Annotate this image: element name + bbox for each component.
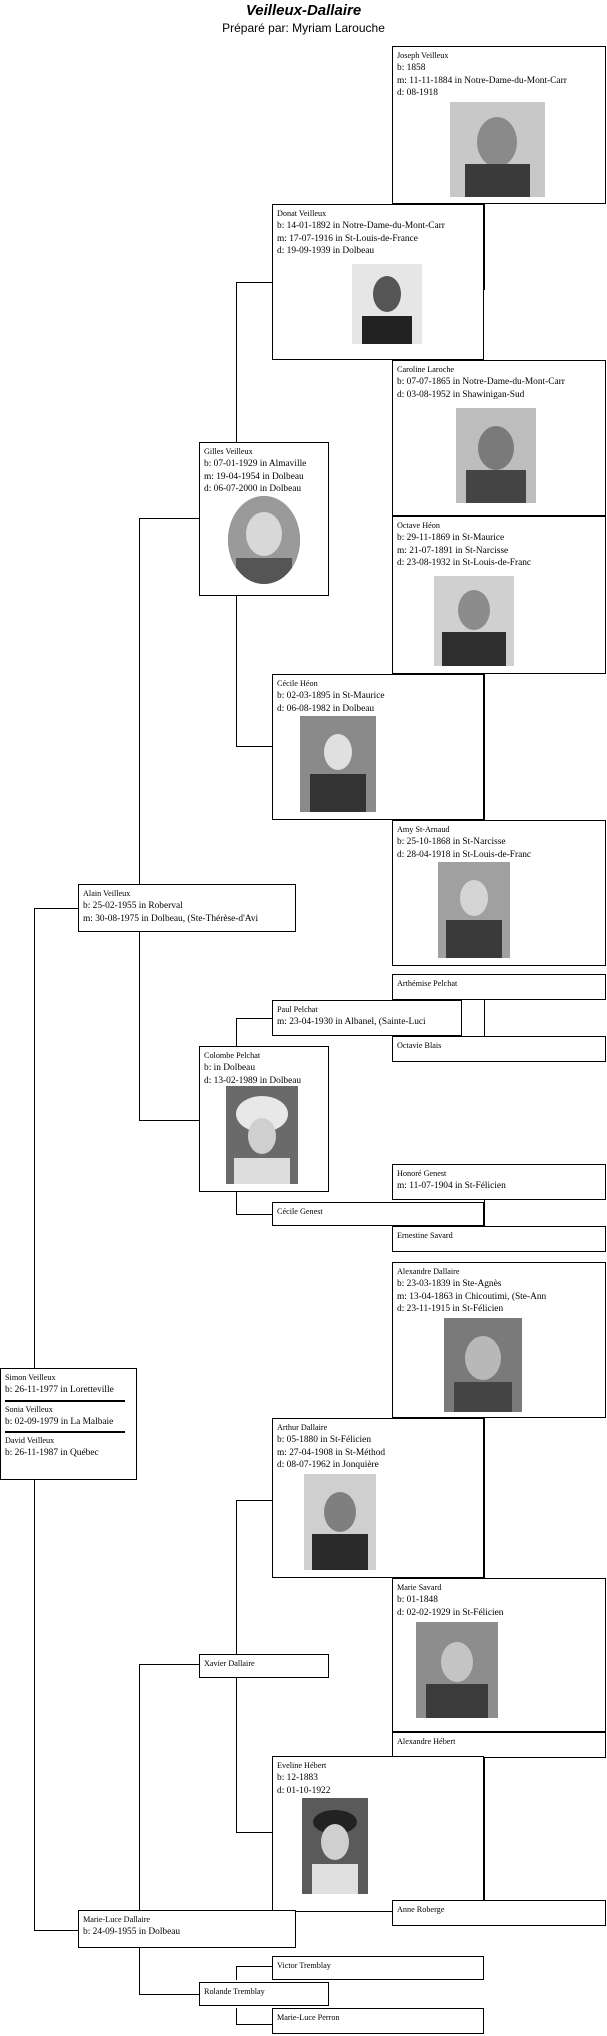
person-arthur-dallaire[interactable]: Arthur Dallaire b: 05-1880 in St-Félicien m: 27-04-1908 in St-Méthod d: 08-07-1962 in Jonquière (272, 1418, 484, 1578)
person-cecile-heon[interactable]: Cécile Héon b: 02-03-1895 in St-Maurice d: 06-08-1982 in Dolbeau (272, 674, 484, 820)
connector (34, 908, 78, 909)
connector (236, 1966, 237, 1980)
divider (5, 1431, 125, 1433)
portrait-photo (300, 716, 376, 812)
person-xavier-dallaire[interactable]: Xavier Dallaire (199, 1654, 329, 1678)
connector (236, 1500, 237, 1656)
connector (236, 1214, 272, 1215)
connector (236, 1966, 272, 1967)
connector (34, 1930, 78, 1931)
person-ernestine-savard[interactable]: Ernestine Savard (392, 1226, 606, 1252)
connector (236, 1500, 272, 1501)
person-victor-tremblay[interactable]: Victor Tremblay (272, 1956, 484, 1980)
divider (5, 1400, 125, 1402)
person-marie-savard[interactable]: Marie Savard b: 01-1848 d: 02-02-1929 in St-Félicien (392, 1578, 606, 1732)
person-cecile-genest[interactable]: Cécile Genest (272, 1202, 484, 1226)
person-octave-heon[interactable]: Octave Héon b: 29-11-1869 in St-Maurice m: 21-07-1891 in St-Narcisse d: 23-08-1932 in St-Louis-de-Franc (392, 516, 606, 674)
portrait-photo (228, 496, 300, 584)
connector (236, 596, 237, 746)
chart-subtitle: Préparé par: Myriam Larouche (222, 21, 385, 35)
connector (34, 1420, 35, 1930)
portrait-photo (450, 102, 545, 197)
person-caroline-laroche[interactable]: Caroline Laroche b: 07-07-1865 in Notre-Dame-du-Mont-Carr d: 03-08-1952 in Shawinigan-Sud (392, 360, 606, 516)
portrait-photo (434, 576, 514, 666)
connector (236, 1018, 237, 1048)
person-anne-roberge[interactable]: Anne Roberge (392, 1900, 606, 1926)
portrait-photo (304, 1474, 376, 1570)
person-alexandre-dallaire[interactable]: Alexandre Dallaire b: 23-03-1839 in Ste-Agnès m: 13-04-1863 in Chicoutimi, (Ste-Ann d: 23-11-1915 in St-Félicien (392, 1262, 606, 1418)
connector (139, 1664, 199, 1665)
portrait-photo (352, 264, 422, 344)
children-box[interactable]: Simon Veilleux b: 26-11-1977 in Loretteville Sonia Veilleux b: 02-09-1979 in La Malbaie David Veilleux b: 26-11-1987 in Québec (0, 1368, 137, 1480)
portrait-photo (416, 1622, 498, 1718)
person-marie-luce-dallaire[interactable]: Marie-Luce Dallaire b: 24-09-1955 in Dolbeau (78, 1910, 296, 1948)
connector (236, 282, 237, 442)
portrait-photo (302, 1798, 368, 1894)
person-joseph-veilleux[interactable]: Joseph Veilleux b: 1858 m: 11-11-1884 in Notre-Dame-du-Mont-Carr d: 08-1918 (392, 46, 606, 204)
connector (34, 908, 35, 1368)
person-amy-st-arnaud[interactable]: Amy St-Arnaud b: 25-10-1868 in St-Narcisse d: 28-04-1918 in St-Louis-de-Franc (392, 820, 606, 966)
chart-title: Veilleux-Dallaire (245, 2, 362, 19)
connector (484, 1410, 485, 1580)
connector (236, 1832, 272, 1833)
person-honore-genest[interactable]: Honoré Genest m: 11-07-1904 in St-Félicien (392, 1164, 606, 1200)
person-arthemise-pelchat[interactable]: Arthémise Pelchat (392, 974, 606, 1000)
connector (139, 1944, 140, 1994)
connector (139, 1120, 199, 1121)
connector (236, 746, 272, 747)
connector (236, 2008, 237, 2024)
connector (236, 1018, 272, 1019)
portrait-photo (226, 1086, 298, 1184)
connector (484, 662, 485, 822)
connector (236, 282, 272, 283)
person-marie-luce-perron[interactable]: Marie-Luce Perron (272, 2008, 484, 2034)
connector (139, 518, 199, 519)
person-donat-veilleux[interactable]: Donat Veilleux b: 14-01-1892 in Notre-Dame-du-Mont-Carr m: 17-07-1916 in St-Louis-de-France d: 19-09-1939 in Dolbeau (272, 204, 484, 360)
connector (139, 518, 140, 892)
person-gilles-veilleux[interactable]: Gilles Veilleux b: 07-01-1929 in Almaville m: 19-04-1954 in Dolbeau d: 06-07-2000 in Dolbeau (199, 442, 329, 596)
person-eveline-hebert[interactable]: Eveline Hébert b: 12-1883 d: 01-10-1922 (272, 1756, 484, 1912)
connector (236, 1672, 237, 1832)
connector (139, 1664, 140, 1914)
person-alexandre-hebert[interactable]: Alexandre Hébert (392, 1732, 606, 1758)
person-rolande-tremblay[interactable]: Rolande Tremblay (199, 1982, 329, 2006)
portrait-photo (456, 408, 536, 503)
connector (236, 1190, 237, 1214)
portrait-photo (444, 1318, 522, 1412)
connector (236, 2024, 272, 2025)
connector (484, 996, 485, 1036)
connector (139, 1994, 199, 1995)
portrait-photo (438, 862, 510, 958)
person-paul-pelchat[interactable]: Paul Pelchat m: 23-04-1930 in Albanel, (Sainte-Luci (272, 1000, 462, 1036)
person-colombe-pelchat[interactable]: Colombe Pelchat b: in Dolbeau d: 13-02-1989 in Dolbeau (199, 1046, 329, 1192)
person-octavie-blais[interactable]: Octavie Blais (392, 1036, 606, 1062)
person-alain-veilleux[interactable]: Alain Veilleux b: 25-02-1955 in Roberval m: 30-08-1975 in Dolbeau, (Ste-Thérèse-d'Avi (78, 884, 296, 932)
connector (139, 922, 140, 1120)
